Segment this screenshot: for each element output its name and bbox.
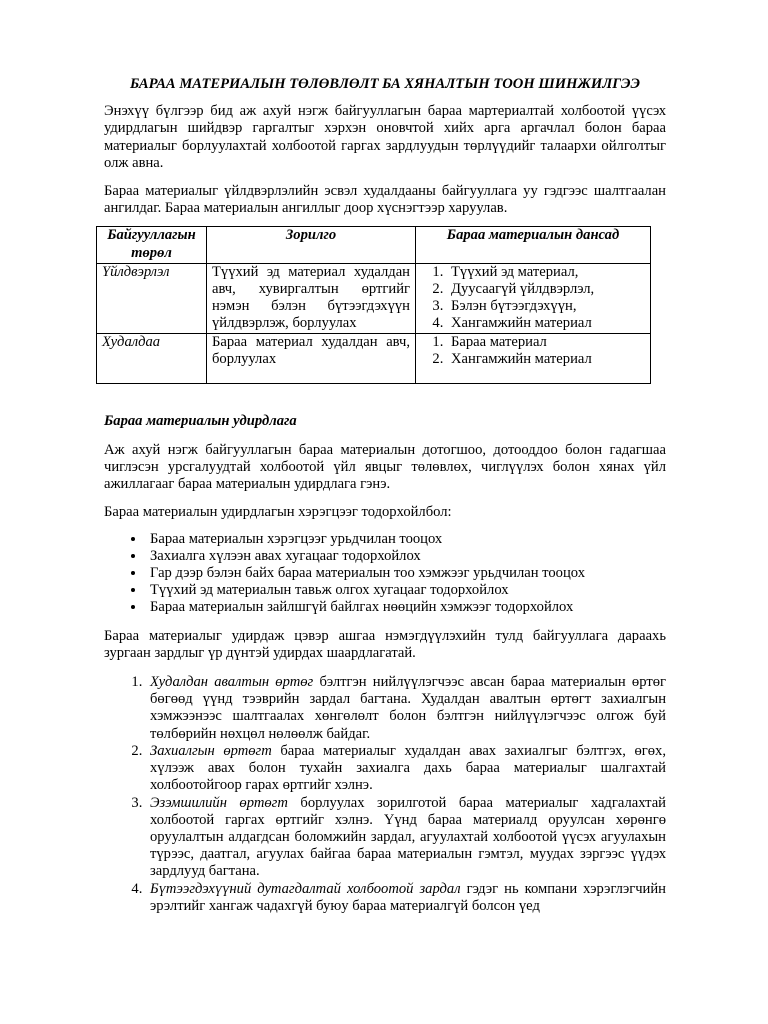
cost-term: Захиалгын өртөгт: [150, 742, 272, 759]
table-cell-type: Худалдаа: [97, 333, 207, 383]
list-item: 2. Дуусаагүй үйлдвэрлэл,: [447, 281, 645, 298]
cost-text: гэдэг нь компани хэрэглэгчийн эрэлтийг хангаж чадахгүй буюу бараа материалгүй болсон үед: [150, 880, 666, 914]
list-item: • Түүхий эд материалын тавьж олгох хугацааг тодорхойлох: [146, 582, 666, 599]
table-header-goal: Зорилго: [207, 227, 416, 263]
table-cell-accounts: [416, 263, 651, 333]
cost-term: Бүтээгдэхүүний дутагдалтай холбоотой зардал: [150, 880, 461, 897]
accounts-list: [421, 334, 645, 368]
intro-paragraph-2: Бараа материалыг үйлдвэрлэлийн эсвэл худалдааны байгууллага уу гэдгээс шалтгаалан ангилдаг. Бараа материалын ангиллыг доор хүснэгтээр харуулав.: [104, 183, 666, 217]
list-item: [146, 881, 666, 915]
intro-paragraph-1: Энэхүү бүлгээр бид аж ахуй нэгж байгууллагын бараа мартериалтай холбоотой үүсэх удирдлагын шийдвэр гаргалтыг хэрхэн оновчтой хийх арга аргачлал болон бараа материалыг борлуулахтай холбоотой гаргах зардлуудын төрлүүдийг талаархи ойлголтыг олж авна.: [104, 103, 666, 171]
accounts-list: [421, 264, 645, 333]
table-header-row: [97, 227, 651, 263]
cost-text: борлуулах зорилготой бараа материалыг хадгалахтай холбоотой гаргах өртгийг хэлнэ. Үүнд бараа материалд оруулсан хөрөнгө оруулалтын алдагдсан боломжийн зардал, агуулахтай холбоотой үүсэх агуулахын түрээс, даатгал, агуулах байгаа бараа материалын гэмтэл, муудах зэргээс үүдэх зардлууд багтана.: [150, 794, 666, 880]
section-paragraph-3: Бараа материалыг удирдаж цэвэр ашгаа нэмэгдүүлэхийн тулд байгууллага дараахь зургаан зардлыг үр дүнтэй удирдах шаардлагатай.: [104, 627, 666, 661]
table-cell-goal: Түүхий эд материал худалдан авч, хувиргалтын өртгийг нэмэн бэлэн бүтээгдэхүүн үйлдвэрлэж, борлуулах: [207, 263, 416, 333]
table-cell-goal: Бараа материал худалдан авч, борлуулах: [207, 333, 416, 383]
list-item: 3. Бэлэн бүтээгдэхүүн,: [447, 298, 645, 315]
document-page: [104, 76, 666, 915]
table-row: [97, 263, 651, 333]
list-item: • Гар дээр бэлэн байх бараа материалын тоо хэмжээг урьдчилан тооцох: [146, 565, 666, 582]
list-item: 4. Хангамжийн материал: [447, 315, 645, 332]
list-item: 2. Хангамжийн материал: [447, 351, 645, 368]
list-item: [146, 795, 666, 881]
needs-bullet-list: [104, 531, 666, 617]
costs-list: [104, 674, 666, 915]
section-heading: Бараа материалын удирдлага: [104, 412, 297, 429]
classification-table: [96, 226, 651, 383]
table-header-type: Байгууллагын төрөл: [97, 227, 207, 263]
table-cell-accounts: [416, 333, 651, 383]
cost-term: Эзэмшилийн өртөгт: [150, 794, 288, 811]
table-row: [97, 333, 651, 383]
document-title: БАРАА МАТЕРИАЛЫН ТӨЛӨВЛӨЛТ БА ХЯНАЛТЫН ТООН ШИНЖИЛГЭЭ: [129, 76, 641, 92]
section-paragraph-2: Бараа материалын удирдлагын хэрэгцээг тодорхойлбол:: [104, 504, 452, 521]
list-item: 1. Бараа материал: [447, 334, 645, 351]
cost-text: бараа материалыг худалдан авах захиалгыг бэлтгэх, өгөх, хүлээж авах болон тухайн захиалга дахь бараа материалыг шалгахтай холбоотойгоор гарах өртгийг хэлнэ.: [150, 742, 666, 794]
list-item: • Бараа материалын зайлшгүй байлгах нөөцийн хэмжээг тодорхойлох: [146, 599, 666, 616]
list-item: [146, 743, 666, 795]
list-item: • Захиалга хүлээн авах хугацааг тодорхойлох: [146, 548, 666, 565]
section-paragraph-1: Аж ахуй нэгж байгууллагын бараа материалын дотогшоо, дотооддоо болон гадагшаа чиглэсэн урсгалуудтай холбоотой үйл явцыг төлөвлөх, чиглүүлэх болон хянах үйл ажиллагааг бараа материалын удирдлага гэнэ.: [104, 441, 666, 493]
cost-text: бэлтгэн нийлүүлэгчээс авсан бараа материалын өртөг бөгөөд үүнд тээврийн зардал багтана. Худалдан авалтын өртөгт захиалгын хэмжээнээс шалтгаалах хөнгөлөлт болон бэлтгэн нийлүүлэгчээс олгож буй төлбөрийн нөхцөл нөлөөлж байдаг.: [150, 674, 666, 742]
cost-term: Худалдан авалтын өртөг: [150, 674, 314, 691]
table-cell-type: Үйлдвэрлэл: [97, 263, 207, 333]
list-item: [146, 674, 666, 743]
list-item: • Бараа материалын хэрэгцээг урьдчилан тооцох: [146, 531, 666, 548]
table-header-accounts: Бараа материалын дансад: [416, 227, 651, 263]
list-item: 1. Түүхий эд материал,: [447, 264, 645, 281]
